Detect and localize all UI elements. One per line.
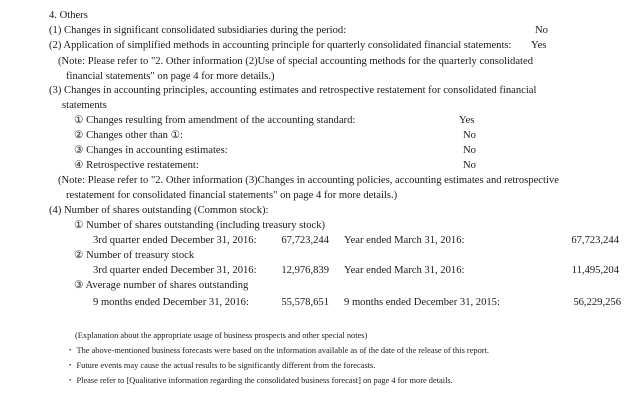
shares-group1-value1: 67,723,244 — [281, 235, 329, 246]
item3-sub2-value: No — [463, 130, 476, 141]
item3-label-line2: statements — [62, 100, 107, 111]
item3-label-line1: (3) Changes in accounting principles, accounting estimates and retrospective restatement for consolidated financial — [49, 85, 537, 96]
notes-bullet-2: ・ Future events may cause the actual results to be significantly different from the forecasts. — [66, 361, 376, 370]
item3-note-line2: restatement for consolidated financial statements" on page 4 for more details.) — [66, 190, 398, 201]
notes-bullet-3: ・ Please refer to [Qualitative information regarding the consolidated business forecast] on page 4 for more details. — [66, 376, 453, 385]
section-title: 4. Others — [49, 10, 88, 21]
item2-value: Yes — [531, 40, 547, 51]
item3-sub1-value: Yes — [459, 115, 475, 126]
shares-group3-value1: 55,578,651 — [281, 297, 329, 308]
shares-group3-title: ③ Average number of shares outstanding — [74, 280, 249, 291]
item1-value: No — [535, 25, 548, 36]
item3-sub2-label: ② Changes other than ①: — [74, 130, 184, 141]
shares-group2-value1: 12,976,839 — [281, 265, 329, 276]
shares-group1-title: ① Number of shares outstanding (including treasury stock) — [74, 220, 326, 231]
item3-note-line1: (Note: Please refer to "2. Other information (3)Changes in accounting policies, accounting estimates and retrospective — [58, 175, 559, 186]
notes-bullet-1: ・ The above-mentioned business forecasts were based on the information available as of the date of the release of this report. — [66, 346, 490, 355]
item3-sub1-label: ① Changes resulting from amendment of the accounting standard: — [74, 115, 356, 126]
shares-group3-period1: 9 months ended December 31, 2016: — [93, 297, 249, 308]
item2-label: (2) Application of simplified methods in accounting principle for quarterly consolidated financial statements: — [49, 40, 512, 51]
item3-sub3-label: ③ Changes in accounting estimates: — [74, 145, 228, 156]
item2-note-line2: financial statements" on page 4 for more details.) — [66, 71, 275, 82]
item4-label: (4) Number of shares outstanding (Common stock): — [49, 205, 269, 216]
item3-sub3-value: No — [463, 145, 476, 156]
item2-note-line1: (Note: Please refer to "2. Other information (2)Use of special accounting methods for the quarterly consolidated — [58, 56, 534, 67]
item1-label: (1) Changes in significant consolidated subsidiaries during the period: — [49, 25, 347, 36]
item3-sub4-label: ④ Retrospective restatement: — [74, 160, 199, 171]
shares-group2-period1: 3rd quarter ended December 31, 2016: — [93, 265, 257, 276]
shares-group1-period2: Year ended March 31, 2016: — [344, 235, 465, 246]
shares-group1-value2: 67,723,244 — [571, 235, 619, 246]
item3-sub4-value: No — [463, 160, 476, 171]
shares-group2-value2: 11,495,204 — [571, 265, 619, 276]
shares-group1-period1: 3rd quarter ended December 31, 2016: — [93, 235, 257, 246]
shares-group2-period2: Year ended March 31, 2016: — [344, 265, 465, 276]
shares-group3-value2: 56,229,256 — [573, 297, 621, 308]
shares-group3-period2: 9 months ended December 31, 2015: — [344, 297, 500, 308]
notes-heading: (Explanation about the appropriate usage of business prospects and other special notes) — [75, 331, 368, 340]
shares-group2-title: ② Number of treasury stock — [74, 250, 195, 261]
